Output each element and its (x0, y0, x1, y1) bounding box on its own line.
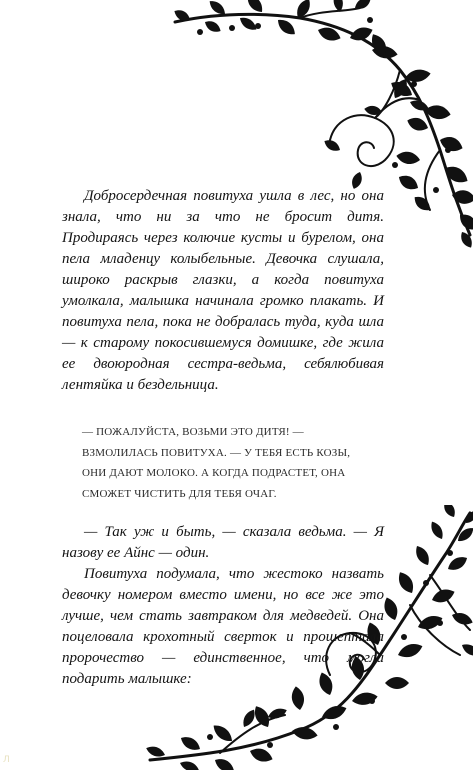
leaf-shape (456, 210, 473, 233)
berry-dot (197, 29, 203, 35)
story-paragraphs-2-3 (62, 522, 384, 690)
corner-mark: Л (3, 755, 10, 765)
quote-text: — ПОЖАЛУЙСТА, ВОЗЬМИ ЭТО ДИТЯ! — ВЗМОЛИЛАСЬ ПОВИТУХА. — У ТЕБЯ ЕСТЬ КОЗЫ, ОНИ ДАЮТ МОЛОКО. А КОГДА ПОДРАСТЕТ, ОНА СМОЖЕТ ЧИСТИТЬ ДЛЯ ТЕБЯ ОЧАГ. (82, 426, 351, 500)
leaf-shape (178, 733, 202, 753)
leaf-shape (441, 505, 458, 519)
leaf-shape (396, 172, 421, 193)
leaf-shape (396, 640, 425, 660)
berry-dot (392, 162, 398, 168)
leaf-shape (445, 553, 469, 573)
leaf-shape (450, 610, 473, 627)
leaf-shape (210, 722, 235, 745)
leaf-shape (237, 14, 259, 33)
paragraph-text: Добросердечная повитуха ушла в лес, но она знала, что ни за что не бросит дитя. Продираясь через колючие кусты и бурелом, она пела младенцу колыбельные. Девочка слушала, широко раскрыв глазки, а когда повитуха умолкала, малышка начинала громко плакать. И повитуха пела, пока не добралась туда, куда шла — к старому покосившемуся домишке, где жила ее двоюродная сестра-ведьма, себялюбивая лентяйка и бездельница. (62, 188, 384, 393)
leaf-shape (178, 759, 200, 770)
berry-dot (333, 724, 339, 730)
berry-dot (411, 81, 417, 87)
leaf-shape (405, 115, 430, 134)
berry-dot (433, 187, 439, 193)
leaf-shape (291, 725, 319, 741)
leaf-shape (145, 744, 167, 759)
leaf-shape (381, 595, 400, 622)
berry-dot (207, 734, 213, 740)
leaf-shape (428, 519, 446, 541)
leaf-shape (320, 702, 349, 722)
berry-dot (229, 25, 235, 31)
leaf-shape (412, 543, 432, 567)
berry-dot (447, 550, 453, 556)
berry-dot (369, 698, 375, 704)
berry-dot (445, 147, 451, 153)
leaf-shape (203, 18, 223, 35)
berry-dot (267, 742, 273, 748)
berry-dot (255, 23, 261, 29)
leaf-shape (275, 16, 299, 38)
paragraph-text-2: — Так уж и быть, — сказала ведьма. — Я назову ее Айнс — один. (62, 524, 384, 561)
berry-dot (401, 634, 407, 640)
leaf-shape (212, 755, 236, 770)
paragraph-text-3: Повитуха подумала, что жестоко назвать девочку номером вместо имени, но все же это лучше, чем стать завтраком для медведей. Она поцеловала крохотный сверток и прошептала пророчество — единственное, что могла подарить малышке: (62, 566, 384, 687)
quoted-dialogue (82, 422, 372, 504)
leaf-shape (248, 745, 275, 764)
leaf-shape (322, 137, 342, 154)
berry-dot (437, 620, 443, 626)
leaf-shape (351, 691, 379, 707)
leaf-shape (395, 569, 417, 596)
story-paragraph-1 (62, 186, 384, 396)
leaf-shape (353, 0, 373, 12)
berry-dot (367, 17, 373, 23)
leaf-shape (385, 677, 409, 689)
leaf-shape (458, 230, 473, 250)
leaf-shape (395, 150, 421, 166)
berry-dot (423, 580, 429, 586)
leaf-shape (430, 586, 457, 605)
leaf-shape (460, 641, 473, 659)
